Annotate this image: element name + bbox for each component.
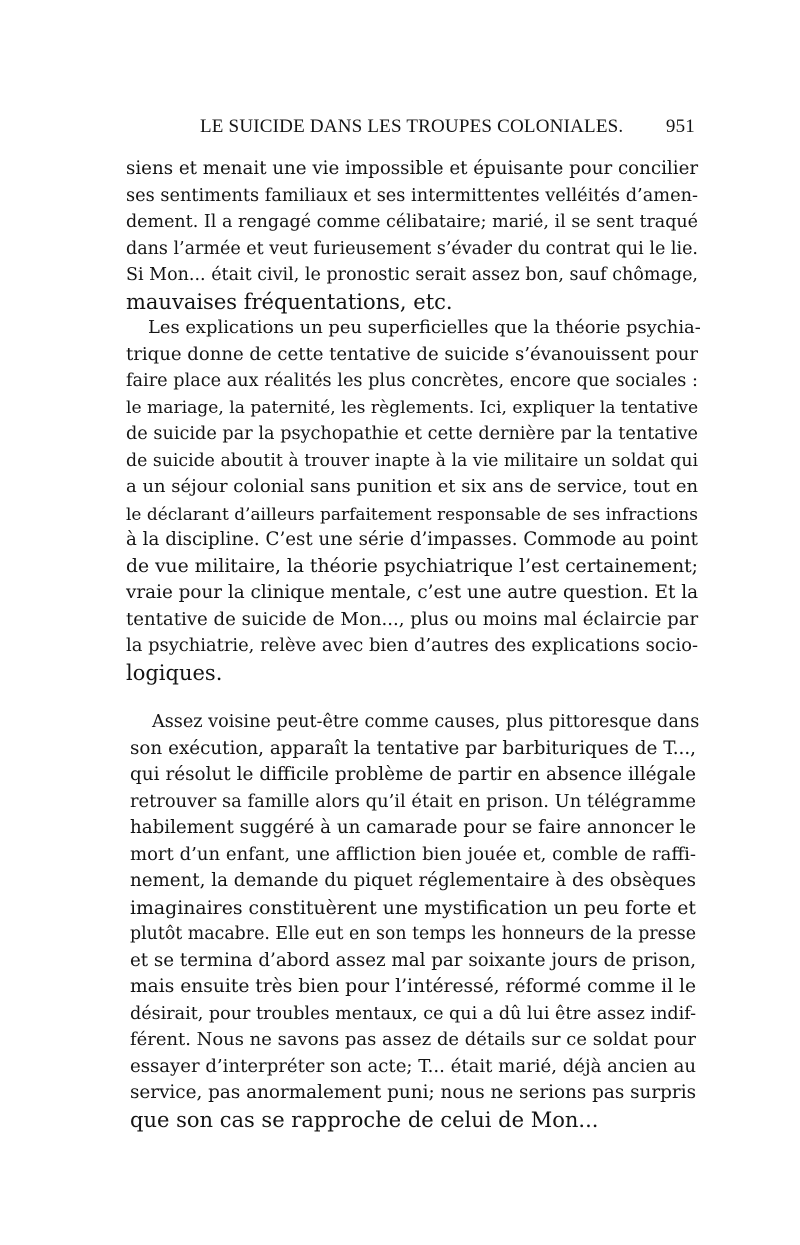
text-block-lower [130, 709, 700, 1133]
text-line: mais ensuite très bien pour l’intéressé, réformé comme il le [130, 976, 696, 997]
text-line: nement, la demande du piquet réglementaire à des obsèques [130, 870, 696, 891]
running-head [200, 116, 695, 146]
text-line: vraie pour la clinique mentale, c’est une autre question. Et la [126, 582, 699, 603]
text-line: essayer d’interpréter son acte; T... était marié, déjà ancien au [130, 1055, 696, 1077]
text-line: de suicide par la psychopathie et cette dernière par la tentative [126, 424, 698, 444]
paragraph [126, 315, 701, 686]
text-line: dement. Il a rengagé comme célibataire; marié, il se sent traqué [126, 212, 698, 232]
text-line: le mariage, la paternité, les règlements. Ici, expliquer la tentative [126, 397, 699, 418]
text-line: désirait, pour troubles mentaux, ce qui a dû lui être assez indif- [130, 1003, 697, 1024]
text-line: plutôt macabre. Elle eut en son temps les honneurs de la presse [130, 924, 696, 944]
text-line: imaginaires constituèrent une mystification un peu forte et [130, 896, 696, 919]
text-line: service, pas anormalement puni; nous ne serions pas surpris [130, 1082, 696, 1103]
text-line: férent. Nous ne savons pas assez de détails sur ce soldat pour [130, 1029, 696, 1050]
text-line: de vue militaire, la théorie psychiatrique l’est certainement; [126, 555, 698, 577]
text-line: le déclarant d’ailleurs parfaitement responsable de ses infractions [126, 503, 698, 524]
text-block-upper [126, 156, 701, 686]
page-number: 951 [665, 116, 695, 137]
text-line: et se termina d’abord assez mal par soixante jours de prison, [130, 949, 697, 971]
text-line: trique donne de cette tentative de suicide s’évanouissent pour [126, 343, 698, 365]
text-line: mauvaises fréquentations, etc. [126, 289, 453, 314]
text-line: faire place aux réalités les plus concrètes, encore que sociales : [126, 371, 698, 391]
paragraph [126, 156, 698, 315]
text-line: retrouver sa famille alors qu’il était en prison. Un télégramme [130, 790, 696, 812]
text-line: ses sentiments familiaux et ses intermittentes velléités d’amen- [126, 185, 698, 206]
text-line: dans l’armée et veut furieusement s’évader du contrat qui le lie. [126, 238, 698, 259]
text-line: mort d’un enfant, une affliction bien jouée et, comble de raffi- [130, 843, 696, 865]
text-line: Si Mon... était civil, le pronostic serait assez bon, sauf chômage, [126, 265, 698, 285]
text-line: qui résolut le difficile problème de partir en absence illégale [130, 764, 696, 785]
text-line: de suicide aboutit à trouver inapte à la vie militaire un soldat qui [126, 450, 698, 471]
text-line: la psychiatrie, relève avec bien d’autres des explications socio- [126, 635, 698, 656]
text-line: que son cas se rapproche de celui de Mon... [130, 1107, 599, 1132]
text-line: à la discipline. C’est une série d’impasses. Commode au point [126, 529, 698, 550]
text-line: Assez voisine peut-être comme causes, plus pittoresque dans [152, 712, 700, 732]
text-line: a un séjour colonial sans punition et six ans de service, tout en [126, 476, 698, 497]
text-line: siens et menait une vie impossible et épuisante pour concilier [126, 158, 699, 179]
running-title: LE SUICIDE DANS LES TROUPES COLONIALES. [200, 116, 624, 137]
text-line: son exécution, apparaît la tentative par barbituriques de T..., [130, 737, 696, 759]
paragraph [130, 709, 700, 1133]
text-line: logiques. [126, 660, 223, 685]
text-line: habilement suggéré à un camarade pour se faire annoncer le [130, 817, 696, 838]
text-line: tentative de suicide de Mon..., plus ou moins mal éclaircie par [126, 608, 699, 630]
text-line: Les explications un peu superficielles que la théorie psychia- [148, 317, 701, 338]
